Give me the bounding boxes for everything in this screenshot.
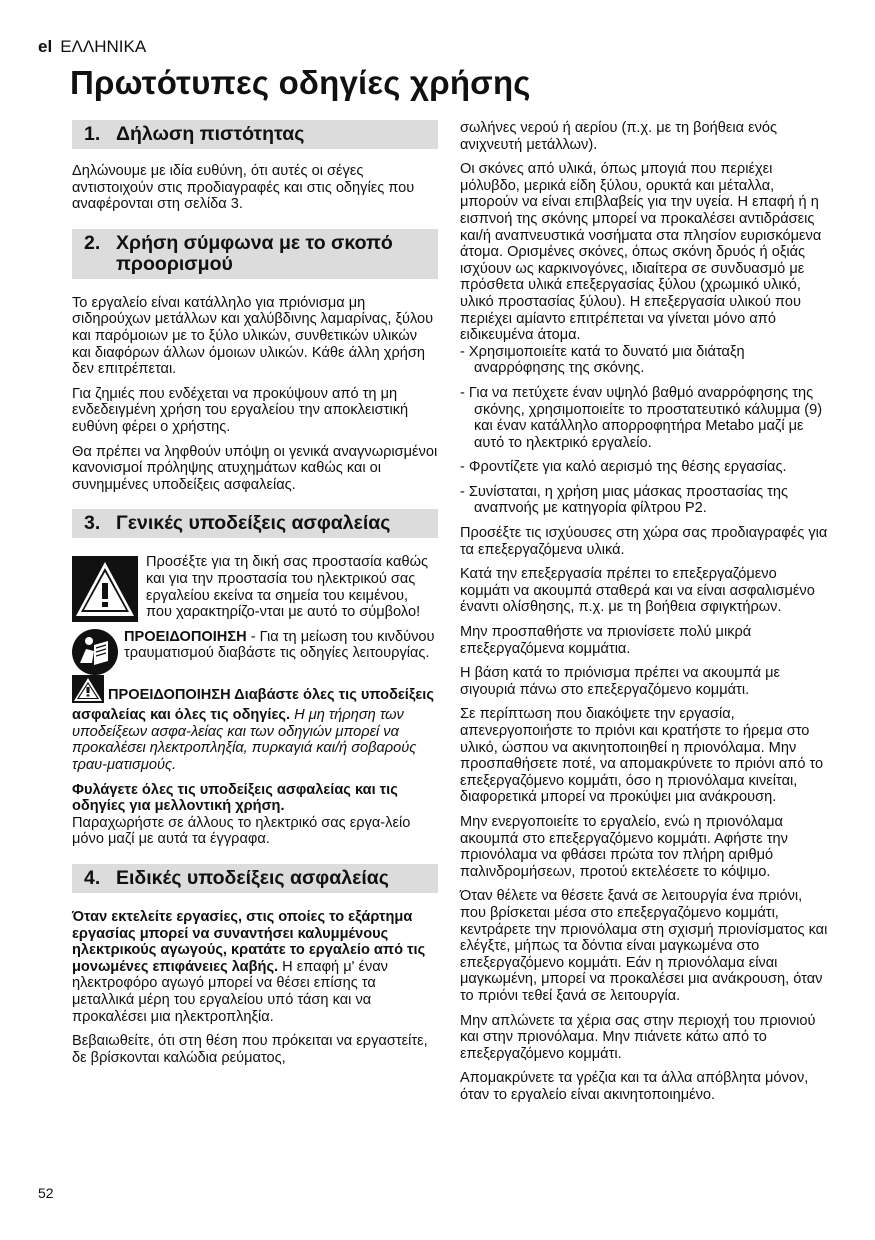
symbol-text: Προσέξτε για τη δική σας προστασία καθώς και για την προστασία του ηλεκτρικού σας εργαλείου εκείνα τα σημεία του κειμένου, που χαρακτηρίζο-νται με αυτό το σύμβολο! bbox=[146, 554, 428, 621]
warning-text: - Για τη μείωση του κινδύνου τραυματισμού διαβάστε τις οδηγίες λειτουργίας. bbox=[124, 628, 435, 662]
insulated-grip-paragraph bbox=[72, 909, 438, 1025]
liability-text: Για ζημιές που ενδέχεται να προκύψουν από τη μη ενδεδειγμένη χρήση του εργαλείου την αποκλειστική ευθύνη φέρει ο χρήστης. bbox=[72, 385, 409, 435]
read-all-bold: ΠΡΟΕΙΔΟΠΟΙΗΣΗ Διαβάστε όλες τις υποδείξεις ασφαλείας και όλες τις οδηγίες. bbox=[72, 686, 434, 724]
restart-saw-text: Όταν θέλετε να θέσετε ξανά σε λειτουργία ένα πριόνι, που βρίσκεται μέσα στο επεξεργαζόμενο κομμάτι, κεντράρετε την πριονόλαμα στη σχισμή πριονίσματος και ελέγξτε, μήπως τα δόντια είναι μαγκωμένα στο επεξεργαζόμενο κομμάτι. Εάν η πριονόλαμα είναι μαγκωμένη, μπορεί να προκαλέσει μια ανάκρουση, όταν το πριόνι τεθεί ξανά σε λειτουργία. bbox=[460, 888, 828, 1004]
intended-use-text: Το εργαλείο είναι κατάλληλο για πριόνισμα μη σιδηρούχων μετάλλων και χαλύβδινης λαμαρίνας, ξύλου και παρόμοιων με το ξύλο υλικών, συνθετικών υλικών και διαφόρων άλλων όμοιων υλικών. Κάθε άλλη χρήση δεν επιτρέπεται. bbox=[72, 294, 434, 378]
section-title: Δήλωση πιστότητας bbox=[116, 123, 305, 145]
read-all-warning bbox=[72, 675, 438, 774]
section-number: 2. bbox=[84, 231, 101, 254]
section-title: Χρήση σύμφωνα με το σκοπό προορισμού bbox=[116, 231, 393, 275]
start-tool-text: Μην ενεργοποιείτε το εργαλείο, ενώ η πριονόλαμα ακουμπά στο επεξεργαζόμενο κομμάτι. Αφήστε την πριονόλαμα να φθάσει πρώτα τον πλήρη αριθμό παλινδρομήσεων, προτού εκτελέσετε το κόψιμο. bbox=[460, 813, 788, 880]
small-warning-triangle-icon bbox=[72, 675, 104, 708]
keep-bold: Φυλάγετε όλες τις υποδείξεις ασφαλείας και τις οδηγίες για μελλοντική χρήση. bbox=[72, 781, 398, 815]
secure-workpiece-text: Κατά την επεξεργασία πρέπει το επεξεργαζόμενο κομμάτι να ακουμπά σταθερά και να είναι ασφαλισμένο έναντι ολίσθησης, π.χ. με τη βοήθεια σφιγκτήρων. bbox=[460, 566, 815, 616]
language-code: el bbox=[38, 37, 53, 56]
right-column bbox=[460, 120, 828, 1111]
dust-bullet: - Φροντίζετε για καλό αερισμό της θέσης εργασίας. bbox=[460, 459, 787, 476]
insulated-grip-bold: Όταν εκτελείτε εργασίες, στις οποίες το εξάρτημα εργασίας μπορεί να συναντήσει καλυμμένους ηλεκτρικούς αγωγούς, κρατάτε το εργαλείο από τις μονωμένες επιφάνειες λαβής. bbox=[72, 909, 426, 975]
section-2-heading bbox=[72, 229, 438, 279]
section-1-heading bbox=[72, 120, 438, 149]
keep-text: Παραχωρήστε σε άλλους το ηλεκτρικό σας εργα-λείο μόνο μαζί με αυτά τα έγγραφα. bbox=[72, 814, 411, 848]
check-cables-text: Βεβαιωθείτε, ότι στη θέση που πρόκειται να εργαστείτε, δε βρίσκονται καλώδια ρεύματος, bbox=[72, 1033, 428, 1066]
section-3-heading bbox=[72, 509, 438, 538]
symbol-paragraph bbox=[72, 554, 438, 620]
dust-bullet: - Χρησιμοποιείτε κατά το δυνατό μια διάταξη αναρρόφησης της σκόνης. bbox=[460, 343, 745, 377]
section-title: Γενικές υποδείξεις ασφαλείας bbox=[116, 512, 391, 535]
section-number: 1. bbox=[84, 123, 101, 145]
section-number: 4. bbox=[84, 867, 101, 890]
page-number: 52 bbox=[38, 1185, 54, 1201]
declaration-text: Δηλώνουμε με ιδία ευθύνη, ότι αυτές οι σέγες αντιστοιχούν στις προδιαγραφές και στις οδηγίες που αναφέρονται στη σελίδα 3. bbox=[72, 163, 415, 213]
small-pieces-text: Μην προσπαθήστε να πριονίσετε πολύ μικρά επεξεργαζόμενα κομμάτια. bbox=[460, 624, 752, 657]
accident-prevention-text: Θα πρέπει να ληφθούν υπόψη οι γενικά αναγνωρισμένοι κανονισμοί πρόληψης ατυχημάτων καθώς και οι συνημμένες υποδείξεις ασφαλείας. bbox=[72, 443, 438, 493]
language-header bbox=[38, 37, 146, 57]
insulated-grip-text: Η επαφή μ' έναν ηλεκτροφόρο αγωγό μπορεί να θέσει επίσης τα μεταλλικά μέρη του εργαλείου υπό τάση και να προκαλέσει μια ηλεκτροπληξία. bbox=[72, 958, 388, 1025]
language-name: ΕΛΛΗΝΙΚΑ bbox=[60, 37, 147, 56]
continued-text: σωλήνες νερού ή αερίου (π.χ. με τη βοήθεια ενός ανιχνευτή μετάλλων). bbox=[460, 120, 778, 153]
section-number: 3. bbox=[84, 512, 101, 535]
read-all-italic: Η μη τήρηση των υποδείξεων ασφα-λείας και των οδηγιών μπορεί να προκαλέσει ηλεκτροπληξία, πυρκαγιά και/ή σοβαρούς τραυ-ματισμούς. bbox=[72, 707, 417, 774]
warning-label: ΠΡΟΕΙΔΟΠΟΙΗΣΗ bbox=[124, 628, 247, 645]
remove-chips-text: Απομακρύνετε τα γρέζια και τα άλλα απόβλητα μόνον, όταν το εργαλείο είναι ακινητοποιημένο. bbox=[460, 1070, 809, 1103]
page-title: Πρωτότυπες οδηγίες χρήσης bbox=[70, 64, 531, 101]
base-plate-text: Η βάση κατά το πριόνισμα πρέπει να ακουμπά με σιγουριά πάνω στο επεξεργαζόμενο κομμάτι. bbox=[460, 665, 780, 698]
read-manual-paragraph bbox=[72, 629, 438, 662]
hands-away-text: Μην απλώνετε τα χέρια σας στην περιοχή του πριονιού και στην πριονόλαμα. Μην πιάνετε κάτω από το επεξεργαζόμενο κομμάτι. bbox=[460, 1012, 816, 1062]
dust-bullet: - Συνίσταται, η χρήση μιας μάσκας προστασίας της αναπνοής με κατηγορία φίλτρου P2. bbox=[460, 483, 789, 517]
section-4-heading bbox=[72, 864, 438, 893]
keep-instructions-paragraph bbox=[72, 782, 438, 848]
read-manual-icon bbox=[72, 629, 118, 675]
country-rules-text: Προσέξτε τις ισχύουσες στη χώρα σας προδιαγραφές για τα επεξεργαζόμενα υλικά. bbox=[460, 525, 828, 558]
interrupt-work-text: Σε περίπτωση που διακόψετε την εργασία, απενεργοποιήστε το πριόνι και κρατήστε το ήρεμα στο υλικό, ώσπου να ακινητοποιηθεί η πριονόλαμα. Μην προσπαθήσετε ποτέ, να απομακρύνετε το πριόνι από το επεξεργαζόμενο κομμάτι, όσο η πριονόλαμα κινείται, διαφορετικά μπορεί να προκύψει μια ανάκρουση. bbox=[460, 706, 824, 806]
dust-paragraph: Οι σκόνες από υλικά, όπως μπογιά που περιέχει μόλυβδο, μερικά είδη ξύλου, ορυκτά και μέταλλα, μπορούν να είναι επιβλαβείς για την υγεία. Η επαφή ή η εισπνοή της σκόνης μπορεί να προκαλέσει αντιδράσεις και/ή αναπνευστικά νοσήματα στα πλησίον ευρισκόμενα άτομα. Ορισμένες σκόνες, όπως σκόνη δρυός ή οξιάς ισχύουν ως καρκινογόνες, ιδιαίτερα σε συνδυασμό με πρόσθετα υλικά επεξεργασίας ξύλου (χρωμικό υλικό, υλικό προστασίας ξύλου). Η επεξεργασία υλικού που περιέχει αμίαντο επιτρέπεται να γίνεται μόνο από ειδικευμένα άτομα. bbox=[460, 161, 822, 344]
dust-bullet: - Για να πετύχετε έναν υψηλό βαθμό αναρρόφησης της σκόνης, χρησιμοποιείτε το προστατευτικό κάλυμμα (9) και έναν κατάλληλο απορροφητήρα Metabo μαζί με αυτό το ηλεκτρικό εργαλείο. bbox=[460, 384, 823, 451]
left-column bbox=[72, 120, 438, 1074]
section-title: Ειδικές υποδείξεις ασφαλείας bbox=[116, 867, 389, 890]
warning-triangle-icon bbox=[72, 556, 138, 622]
